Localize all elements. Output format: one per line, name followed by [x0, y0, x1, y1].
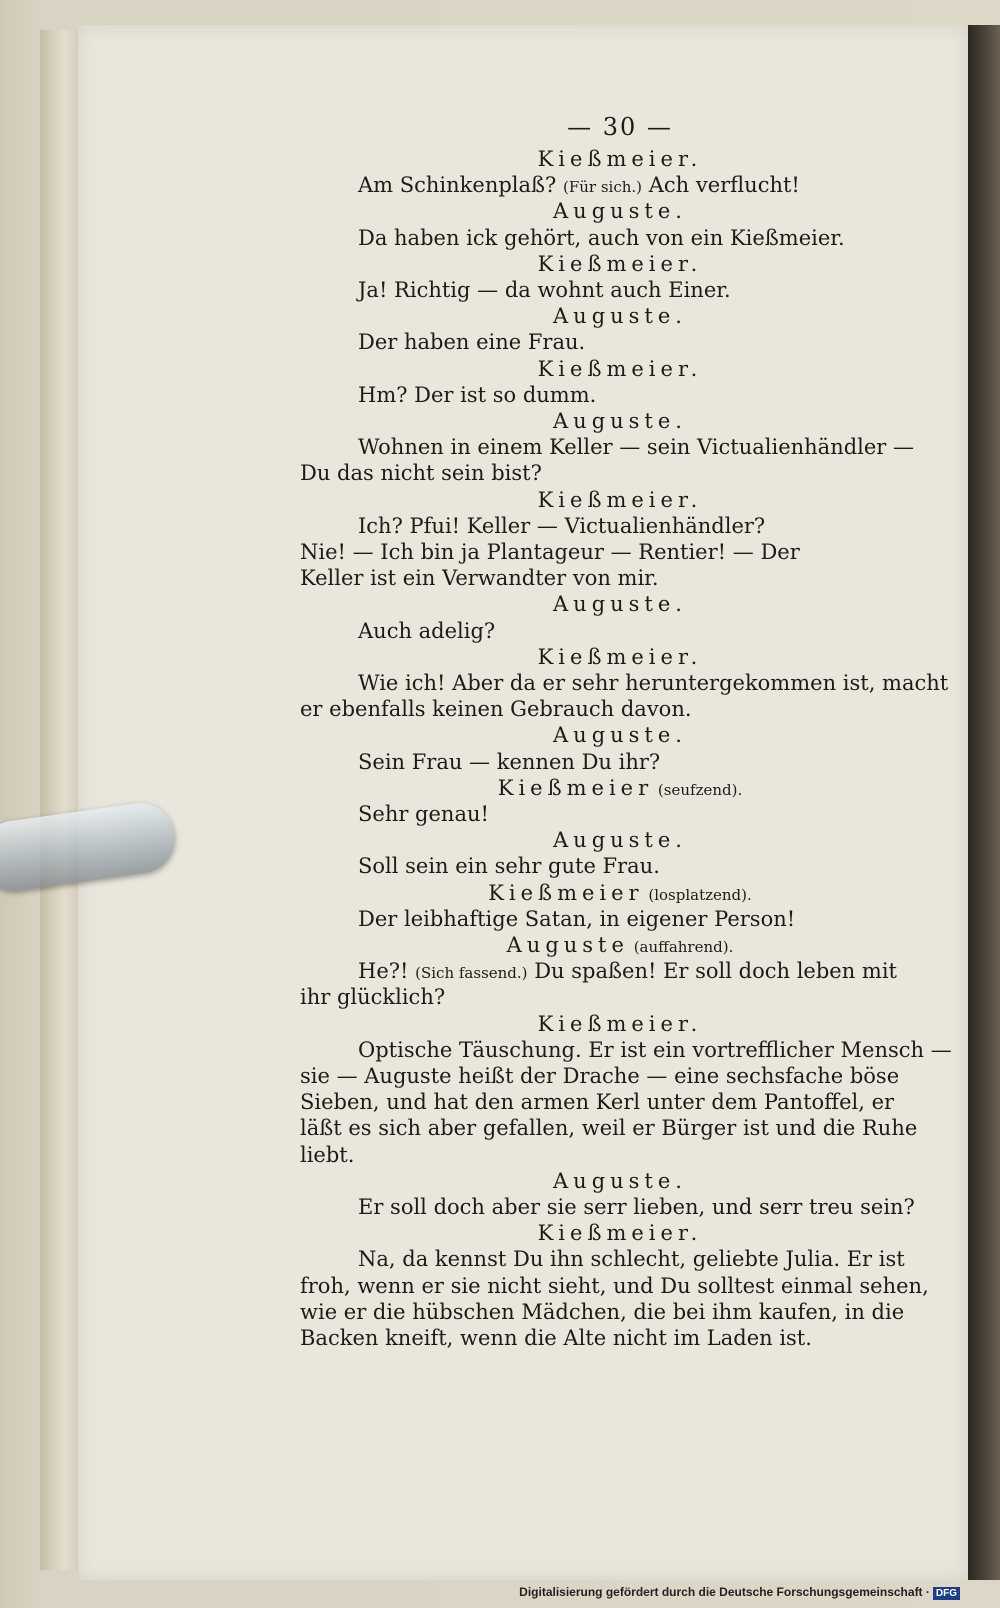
line-text: Kießmeier.	[537, 1011, 703, 1036]
line-text: Auguste.	[553, 592, 687, 617]
line-text: froh, wenn er sie nicht sieht, und Du solltest einmal sehen,	[300, 1273, 929, 1298]
line-text: Ja! Richtig — da wohnt auch Einer.	[358, 278, 731, 302]
page-number: — 30 —	[567, 113, 673, 141]
line-text: Auguste.	[553, 304, 687, 329]
line-text: Kießmeier.	[537, 487, 703, 512]
line-text: Optische Täuschung. Er ist ein vortrefflicher Mensch —	[358, 1037, 952, 1062]
dialog-line	[358, 435, 914, 459]
line-text: Auguste.	[553, 409, 687, 433]
speaker-name	[300, 147, 940, 171]
speaker-name	[300, 723, 940, 747]
line-text: wie er die hübschen Mädchen, die bei ihm kaufen, in die	[300, 1299, 905, 1324]
book-edge-left	[40, 30, 81, 1570]
line-text: Hm? Der ist so dumm.	[358, 382, 597, 407]
stage-direction: (Sich fassend.)	[415, 964, 528, 983]
dialog-line	[358, 226, 845, 250]
dialog-line	[358, 383, 596, 407]
dialog-line	[358, 514, 765, 538]
line-text: Auch adelig?	[358, 618, 496, 643]
dialog-line	[358, 1038, 952, 1062]
line-text: Der haben eine Frau.	[358, 330, 586, 355]
line-text: Sehr genau!	[358, 802, 489, 826]
dialog-continuation	[300, 1300, 904, 1324]
line-text: er ebenfalls keinen Gebrauch davon.	[300, 697, 692, 722]
line-text: Nie! — Ich bin ja Plantageur — Rentier! — Der	[300, 540, 800, 564]
speaker-name	[300, 199, 940, 223]
stage-direction: (Für sich.)	[563, 178, 643, 197]
speaker-name	[300, 357, 940, 381]
dialog-continuation	[300, 1064, 899, 1088]
line-text-tail: Du spaßen! Er soll doch leben mit	[527, 959, 897, 984]
speaker-name	[300, 828, 940, 852]
line-text: liebt.	[300, 1142, 355, 1167]
line-text: Kießmeier.	[537, 251, 703, 276]
line-text: Sein Frau — kennen Du ihr?	[358, 749, 661, 774]
line-text: Kießmeier.	[537, 356, 703, 381]
dialog-line	[358, 854, 660, 878]
speaker-name	[300, 645, 940, 669]
speaker-name	[300, 488, 940, 512]
line-text: Ich? Pfui! Keller — Victualienhändler?	[358, 513, 766, 538]
line-text: sie — Auguste heißt der Drache — eine sechsfache böse	[300, 1064, 900, 1088]
stage-direction: (losplatzend).	[643, 885, 752, 904]
line-text: Keller ist ein Verwandter von mir.	[300, 566, 659, 591]
dialog-continuation	[300, 1116, 917, 1140]
speaker-name	[300, 1169, 940, 1193]
line-text: Kießmeier.	[537, 1221, 703, 1246]
book-page	[78, 25, 968, 1580]
line-text: Na, da kennst Du ihn schlecht, geliebte Julia. Er ist	[358, 1247, 905, 1272]
dialog-continuation	[300, 566, 659, 590]
line-text: Kießmeier.	[537, 147, 703, 171]
dialog-continuation	[300, 461, 542, 485]
line-text: Backen kneift, wenn die Alte nicht im Laden ist.	[300, 1326, 812, 1350]
speaker-name	[300, 776, 940, 802]
speaker-name	[300, 409, 940, 433]
speaker-name	[300, 1221, 940, 1245]
line-text: Kießmeier	[488, 880, 644, 905]
line-text: Der leibhaftige Satan, in eigener Person!	[358, 906, 796, 931]
line-text: Auguste.	[553, 828, 687, 853]
book-spine-shadow	[968, 25, 1000, 1580]
dialog-continuation	[300, 985, 445, 1009]
stage-direction: (auffahrend).	[628, 938, 734, 956]
speaker-name	[300, 933, 940, 959]
line-text: Sieben, und hat den armen Kerl unter dem Pantoffel, er	[300, 1090, 895, 1115]
line-text: Da haben ick gehört, auch von ein Kießmeier.	[358, 225, 845, 250]
speaker-name	[300, 881, 940, 907]
dialog-continuation	[300, 540, 800, 564]
line-text: ihr glücklich?	[300, 985, 446, 1010]
line-text: Er soll doch aber sie serr lieben, und serr treu sein?	[358, 1195, 915, 1219]
line-text: Kießmeier.	[537, 644, 703, 669]
dialog-line	[358, 173, 800, 199]
dfg-logo-icon: DFG	[933, 1587, 960, 1600]
footer-credit	[519, 1585, 960, 1600]
line-text: He?!	[358, 959, 416, 984]
footer-text: Digitalisierung gefördert durch die Deutsche Forschungsgemeinschaft ·	[519, 1585, 930, 1599]
speaker-name	[300, 252, 940, 276]
dialog-line	[358, 1195, 915, 1219]
dialog-line	[358, 802, 489, 826]
dialog-line	[358, 959, 897, 985]
dialog-continuation	[300, 1143, 354, 1167]
dialog-line	[358, 907, 795, 931]
line-text: Auguste.	[553, 723, 687, 748]
line-text: Auguste.	[553, 1168, 687, 1193]
line-text: Wie ich! Aber da er sehr heruntergekommen ist, macht	[358, 671, 949, 695]
dialog-line	[358, 1247, 905, 1271]
dialog-line	[358, 278, 731, 302]
line-text-tail: Ach verflucht!	[642, 173, 800, 198]
speaker-name	[300, 304, 940, 328]
line-text: Kießmeier	[497, 775, 654, 800]
line-text: Soll sein ein sehr gute Frau.	[358, 854, 660, 879]
speaker-name	[300, 1012, 940, 1036]
line-text: Am Schinkenplaß?	[358, 173, 563, 198]
dialog-line	[358, 330, 585, 354]
stage-direction: (seufzend).	[653, 780, 743, 799]
dialog-continuation	[300, 1090, 894, 1114]
line-text: läßt es sich aber gefallen, weil er Bürger ist und die Ruhe	[300, 1116, 918, 1141]
line-text: Wohnen in einem Keller — sein Victualienhändler —	[358, 435, 915, 460]
line-text: Auguste	[506, 933, 629, 957]
dialog-continuation	[300, 697, 692, 721]
dialog-line	[358, 671, 948, 695]
dialog-continuation	[300, 1274, 929, 1298]
dialog-line	[358, 750, 660, 774]
dialog-continuation	[300, 1326, 812, 1350]
line-text: Du das nicht sein bist?	[300, 461, 542, 486]
line-text: Auguste.	[553, 199, 687, 224]
speaker-name	[300, 592, 940, 616]
dialog-line	[358, 619, 495, 643]
